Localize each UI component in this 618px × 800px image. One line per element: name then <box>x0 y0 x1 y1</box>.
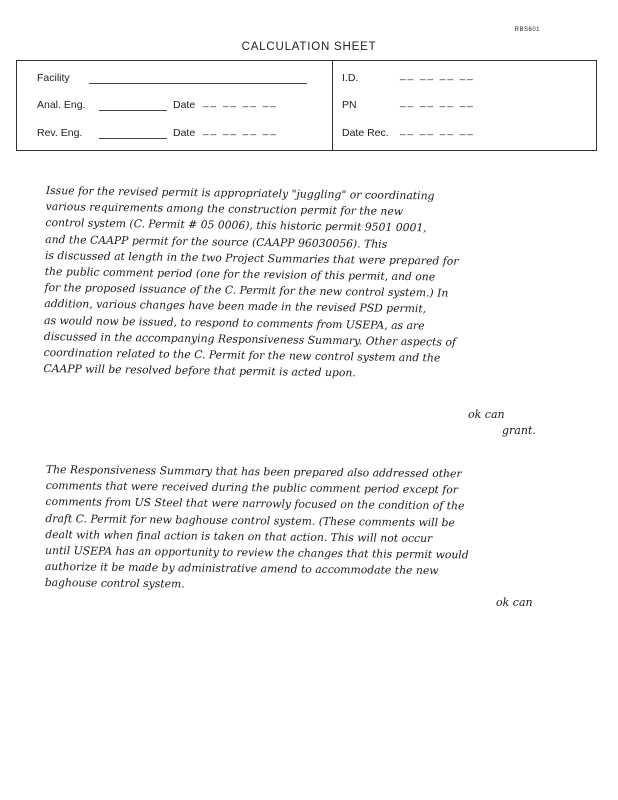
facility-label: Facility <box>37 72 70 84</box>
text-line: comments that were received during the public comment period except for <box>45 479 459 497</box>
text-line: and the CAAPP permit for the source (CAAPP 96030056). This <box>45 232 388 251</box>
rev-eng-date-field[interactable]: __ __ __ __ <box>203 125 278 136</box>
pn-label: PN <box>342 99 357 111</box>
text-line: as would now be issued, to respond to comments from USEPA, as are <box>43 313 425 332</box>
id-field[interactable]: __ __ __ __ <box>400 70 475 81</box>
margin-note-1b: grant. <box>502 424 536 437</box>
margin-note-2: ok can <box>496 596 533 609</box>
text-line: control system (C. Permit # 05 0006), this historic permit 9501 0001, <box>45 216 427 235</box>
text-line: various requirements among the construction permit for the new <box>45 200 404 219</box>
text-line: comments from US Steel that were narrowly focused on the condition of the <box>45 495 465 513</box>
text-line: addition, various changes have been made in the revised PSD permit, <box>44 297 427 316</box>
text-line: The Responsiveness Summary that has been prepared also addressed other <box>45 462 462 481</box>
rev-eng-date-label: Date <box>173 127 196 139</box>
margin-note-1a: ok can <box>468 408 505 421</box>
text-line: coordination related to the C. Permit for the new control system and the <box>43 345 441 365</box>
anal-eng-label: Anal. Eng. <box>37 99 86 111</box>
text-line: Issue for the revised permit is appropriately "juggling" or coordinating <box>45 183 435 203</box>
text-line: CAAPP will be resolved before that permit is acted upon. <box>43 362 356 380</box>
anal-eng-date-label: Date <box>173 99 196 111</box>
handwritten-paragraph-2 <box>45 462 470 596</box>
anal-eng-date-field[interactable]: __ __ __ __ <box>203 97 278 108</box>
facility-field[interactable] <box>89 83 307 84</box>
anal-eng-field[interactable] <box>99 110 167 111</box>
pn-field[interactable]: __ __ __ __ <box>400 97 475 108</box>
header-form <box>16 60 597 151</box>
handwritten-paragraph-1 <box>43 183 459 383</box>
rev-eng-label: Rev. Eng. <box>37 127 83 139</box>
text-line: discussed in the accompanying Responsiveness Summary. Other aspects of <box>43 329 456 349</box>
text-line: authorize it be made by administrative amend to accommodate the new <box>44 560 439 578</box>
text-line: dealt with when final action is taken on that action. This will not occur <box>45 527 433 545</box>
text-line: draft C. Permit for new baghouse control system. (These comments will be <box>45 511 455 529</box>
date-rec-field[interactable]: __ __ __ __ <box>400 125 475 136</box>
page-id: RBS601 <box>514 27 540 33</box>
page-title: CALCULATION SHEET <box>241 41 377 53</box>
id-label: I.D. <box>342 72 359 84</box>
form-divider <box>332 61 333 150</box>
text-line: until USEPA has an opportunity to review the changes that this permit would <box>45 543 469 562</box>
text-line: baghouse control system. <box>44 576 185 591</box>
rev-eng-field[interactable] <box>99 138 167 139</box>
text-line: is discussed at length in the two Project Summaries that were prepared for <box>44 248 459 268</box>
text-line: the public comment period (one for the revision of this permit, and one <box>44 264 436 284</box>
text-line: for the proposed issuance of the C. Permit for the new control system.) In <box>44 281 449 300</box>
date-rec-label: Date Rec. <box>342 127 389 139</box>
